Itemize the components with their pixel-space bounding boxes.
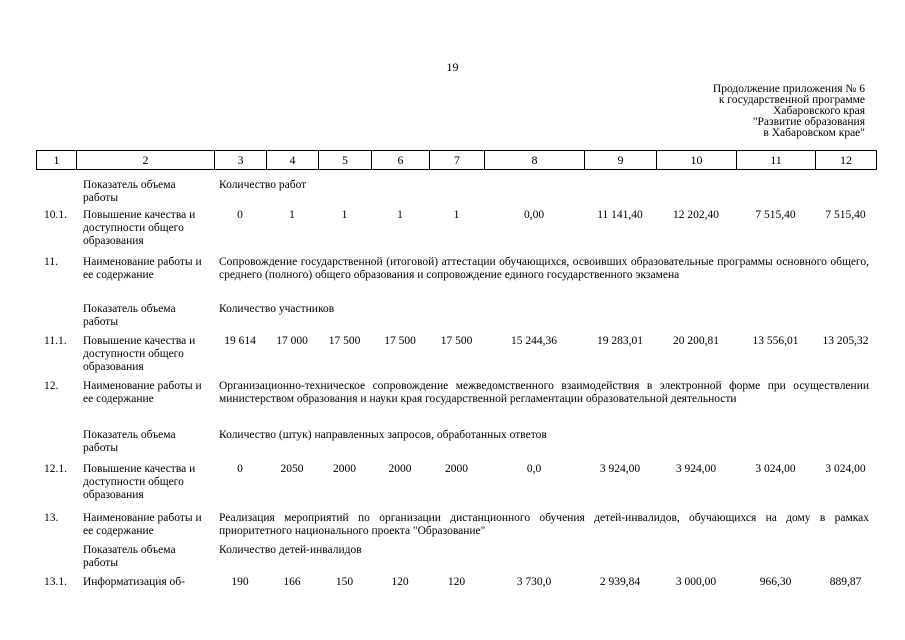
value-cell: 12 202,40: [673, 209, 719, 221]
appendix-line: "Развитие образования: [752, 116, 865, 128]
value-cell: 15 244,36: [511, 335, 557, 347]
header-cell: 4: [267, 151, 319, 170]
value-cell: 190: [231, 576, 249, 588]
value-cell: 1: [397, 209, 403, 221]
value-cell: 3 000,00: [675, 576, 717, 588]
row-number: 11.: [44, 256, 58, 268]
header-cell: 10: [657, 151, 737, 170]
row-label: Показатель объема работы: [83, 303, 176, 328]
value-cell: 7 515,40: [825, 209, 866, 221]
row-description: Количество (штук) направленных запросов, обработанных ответов: [219, 429, 547, 441]
header-cell: 8: [485, 151, 585, 170]
value-cell: 2000: [388, 463, 412, 475]
header-cell: 6: [372, 151, 430, 170]
row-description: Количество участников: [219, 303, 335, 315]
value-cell: 2000: [333, 463, 356, 475]
header-cell: 9: [585, 151, 657, 170]
row-label: Показатель объема работы: [83, 429, 176, 454]
value-cell: 120: [447, 576, 466, 588]
header-cell: 12: [816, 151, 877, 170]
appendix-line: Продолжение приложения № 6: [712, 83, 865, 95]
row-label: Показатель объема работы: [83, 544, 176, 569]
value-cell: 3 024,00: [755, 463, 796, 475]
value-cell: 19 614: [224, 335, 256, 347]
row-label: Наименование работы и ее содержание: [83, 380, 202, 405]
appendix-line: к государственной программе: [718, 94, 865, 106]
row-number: 13.1.: [44, 576, 67, 588]
value-cell: 0: [237, 209, 243, 221]
header-cell: 2: [77, 151, 215, 170]
row-label: Наименование работы и ее содержание: [83, 256, 202, 281]
row-label: Наименование работы и ее содержание: [83, 512, 202, 537]
value-cell: 17 500: [328, 335, 361, 347]
value-cell: 166: [283, 576, 301, 588]
row-description: Организационно-техническое сопровождение межведомственного взаимодействия в электронной форме при осуществлении министерством образования и науки края государственной регламентации образовательной деятельности: [219, 380, 869, 405]
row-number: 12.: [44, 380, 59, 392]
row-description: Количество работ: [219, 179, 307, 191]
value-cell: 3 924,00: [599, 463, 641, 475]
row-number: 11.1.: [44, 335, 67, 347]
value-cell: 20 200,81: [673, 335, 719, 347]
header-cell: 3: [215, 151, 267, 170]
row-number: 12.1.: [44, 463, 67, 475]
row-label: Повышение качества и доступности общего образования: [83, 335, 196, 373]
value-cell: 2 939,84: [599, 576, 641, 588]
value-cell: 11 141,40: [597, 209, 643, 221]
value-cell: 13 556,01: [752, 335, 799, 347]
value-cell: 13 205,32: [822, 335, 869, 347]
appendix-line: в Хабаровском крае": [763, 127, 865, 139]
row-label: Повышение качества и доступности общего образования: [83, 463, 196, 501]
value-cell: 17 500: [384, 335, 416, 347]
header-cell: 11: [737, 151, 816, 170]
value-cell: 1: [341, 209, 348, 221]
value-cell: 7 515,40: [755, 209, 796, 221]
row-description: Количество детей-инвалидов: [219, 544, 362, 556]
header-cell: 7: [430, 151, 485, 170]
header-cell: 5: [319, 151, 372, 170]
value-cell: 17 500: [440, 335, 473, 347]
value-cell: 19 283,01: [597, 335, 643, 347]
column-header-table: [36, 150, 877, 170]
value-cell: 3 924,00: [675, 463, 717, 475]
row-label: Показатель объема работы: [83, 179, 176, 204]
row-description: Реализация мероприятий по организации дистанционного обучения детей-инвалидов, обучающихся на дому в рамках приоритетного национального проекта "Образование": [219, 512, 869, 537]
value-cell: 17 000: [276, 335, 308, 347]
row-number: 13.: [44, 512, 59, 524]
value-cell: 3 024,00: [825, 463, 866, 475]
row-number: 10.1.: [44, 209, 67, 221]
value-cell: 966,30: [759, 576, 792, 588]
value-cell: 120: [391, 576, 409, 588]
value-cell: 2000: [445, 463, 468, 475]
value-cell: 889,87: [829, 576, 862, 588]
value-cell: 0,0: [526, 463, 542, 475]
value-cell: 0: [237, 463, 243, 475]
value-cell: 150: [335, 576, 354, 588]
row-label: Информатизация об-: [83, 576, 185, 588]
header-cell: 1: [37, 151, 77, 170]
appendix-note: [640, 84, 865, 139]
row-label: Повышение качества и доступности общего образования: [83, 209, 196, 247]
value-cell: 2050: [280, 463, 304, 475]
value-cell: 3 730,0: [516, 576, 552, 588]
value-cell: 1: [289, 209, 295, 221]
value-cell: 1: [453, 209, 460, 221]
page-number: 19: [446, 60, 459, 74]
row-description: Сопровождение государственной (итоговой) аттестации обучающихся, освоивших образовательные программы основного общего, среднего (полного) общего образования и сопровождение единого государственного экзамена: [219, 256, 869, 281]
appendix-line: Хабаровского края: [773, 105, 865, 117]
value-cell: 0,00: [523, 209, 545, 221]
